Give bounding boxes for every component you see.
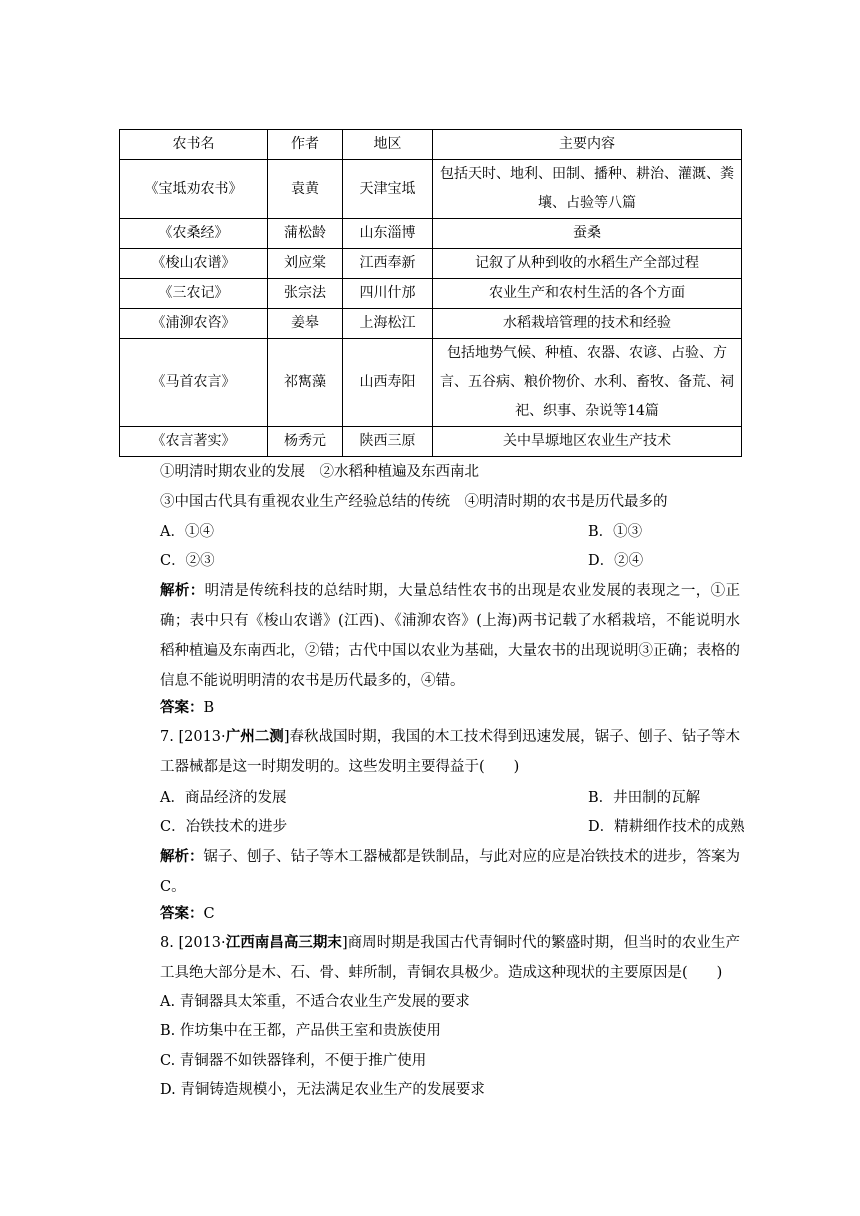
cell-content: 包括地势气候、种植、农器、农谚、占验、方言、五谷病、粮价物价、水利、畜牧、备荒、祠祀、织事、杂说等14篇 bbox=[433, 339, 742, 427]
header-author: 作者 bbox=[268, 130, 343, 160]
cell-region: 天津宝坻 bbox=[343, 160, 433, 219]
header-region: 地区 bbox=[343, 130, 433, 160]
q7-stem-text: ]春秋战国时期，我国的木工技术得到迅速发展，锯子、刨子、钻子等木工器械都是这一时期发明的。这些发明主要得益于( ) bbox=[160, 729, 741, 775]
cell-region: 山西寿阳 bbox=[343, 339, 433, 427]
q8-option-b: B. 作坊集中在王都，产品供王室和贵族使用 bbox=[160, 1023, 441, 1039]
cell-author: 杨秀元 bbox=[268, 427, 343, 457]
table-row bbox=[120, 279, 742, 309]
cell-region: 山东淄博 bbox=[343, 219, 433, 249]
cell-content: 蚕桑 bbox=[433, 219, 742, 249]
cell-region: 四川什邡 bbox=[343, 279, 433, 309]
q6-option-c: C．②③ bbox=[160, 553, 215, 569]
analysis-label: 解析： bbox=[160, 848, 204, 865]
q7-option-a: A．商品经济的发展 bbox=[160, 790, 287, 806]
cell-book: 《浦泖农咨》 bbox=[120, 309, 268, 339]
table-row bbox=[120, 219, 742, 249]
q6-option-b: B．①③ bbox=[588, 524, 643, 540]
q8-source: 江西南昌高三期末 bbox=[225, 934, 342, 951]
cell-book: 《梭山农谱》 bbox=[120, 249, 268, 279]
cell-author: 袁黄 bbox=[268, 160, 343, 219]
cell-region: 陕西三原 bbox=[343, 427, 433, 457]
q6-statement-1: ①明清时期农业的发展 ②水稻种植遍及东西南北 bbox=[160, 464, 479, 480]
table-row bbox=[120, 249, 742, 279]
table-row bbox=[120, 160, 742, 219]
q7-option-b: B．井田制的瓦解 bbox=[588, 790, 701, 806]
cell-book: 《农桑经》 bbox=[120, 219, 268, 249]
table-header-row bbox=[120, 130, 742, 160]
q7-options-ab bbox=[160, 788, 701, 808]
cell-book: 《宝坻劝农书》 bbox=[120, 160, 268, 219]
q7-analysis bbox=[160, 842, 740, 902]
cell-author: 蒲松龄 bbox=[268, 219, 343, 249]
answer-value: C bbox=[203, 906, 215, 922]
q7-stem bbox=[160, 722, 740, 782]
q6-answer bbox=[160, 698, 214, 718]
analysis-text: 明清是传统科技的总结时期，大量总结性农书的出现是农业发展的表现之一，①正确；表中只有《梭山农谱》(江西)、《浦泖农咨》(上海)两书记载了水稻栽培，不能说明水稻种植遍及东南西北，②错；古代中国以农业为基础，大量农书的出现说明③正确；表格的信息不能说明明清的农书是历代最多的，④错。 bbox=[160, 583, 741, 689]
cell-content: 农业生产和农村生活的各个方面 bbox=[433, 279, 742, 309]
header-content: 主要内容 bbox=[433, 130, 742, 160]
q7-option-c: C．冶铁技术的进步 bbox=[160, 819, 288, 835]
q6-options-ab bbox=[160, 522, 643, 542]
cell-region: 江西奉新 bbox=[343, 249, 433, 279]
q8-stem-text: ]商周时期是我国古代青铜时代的繁盛时期，但当时的农业生产工具绝大部分是木、石、骨、蚌所制，青铜农具极少。造成这种现状的主要原因是( ) bbox=[160, 935, 740, 981]
q7-answer bbox=[160, 904, 215, 924]
cell-content: 关中旱塬地区农业生产技术 bbox=[433, 427, 742, 457]
cell-region: 上海松江 bbox=[343, 309, 433, 339]
cell-book: 《农言著实》 bbox=[120, 427, 268, 457]
q7-options-cd bbox=[160, 817, 745, 837]
q7-option-d: D．精耕细作技术的成熟 bbox=[588, 819, 745, 835]
cell-author: 姜皋 bbox=[268, 309, 343, 339]
q6-option-a: A．①④ bbox=[160, 524, 214, 540]
table-row bbox=[120, 339, 742, 427]
q8-option-c: C. 青铜器不如铁器锋利，不便于推广使用 bbox=[160, 1053, 427, 1069]
table-row bbox=[120, 309, 742, 339]
analysis-label: 解析： bbox=[160, 582, 205, 599]
analysis-text: 锯子、刨子、钻子等木工器械都是铁制品，与此对应的应是冶铁技术的进步，答案为C。 bbox=[160, 849, 740, 895]
cell-author: 祁寯藻 bbox=[268, 339, 343, 427]
answer-value: B bbox=[203, 700, 215, 716]
agricultural-books-table bbox=[119, 129, 742, 457]
q8-number: 8. [2013· bbox=[160, 935, 226, 951]
q7-number: 7. [2013· bbox=[160, 729, 226, 745]
q6-options-cd bbox=[160, 551, 644, 571]
q8-option-d: D. 青铜铸造规模小，无法满足农业生产的发展要求 bbox=[160, 1082, 485, 1098]
cell-content: 记叙了从种到收的水稻生产全部过程 bbox=[433, 249, 742, 279]
q8-stem bbox=[160, 928, 740, 988]
answer-label: 答案： bbox=[160, 905, 204, 922]
q6-option-d: D．②④ bbox=[588, 553, 644, 569]
table-row bbox=[120, 427, 742, 457]
header-book: 农书名 bbox=[120, 130, 268, 160]
cell-content: 包括天时、地利、田制、播种、耕治、灌溉、粪壤、占验等八篇 bbox=[433, 160, 742, 219]
cell-author: 刘应棠 bbox=[268, 249, 343, 279]
q6-statement-2: ③中国古代具有重视农业生产经验总结的传统 ④明清时期的农书是历代最多的 bbox=[160, 494, 668, 510]
cell-book: 《马首农言》 bbox=[120, 339, 268, 427]
cell-book: 《三农记》 bbox=[120, 279, 268, 309]
answer-label: 答案： bbox=[160, 699, 204, 716]
cell-content: 水稻栽培管理的技术和经验 bbox=[433, 309, 742, 339]
q8-option-a: A. 青铜器具太笨重，不适合农业生产发展的要求 bbox=[160, 994, 470, 1010]
q6-analysis bbox=[160, 576, 740, 696]
cell-author: 张宗法 bbox=[268, 279, 343, 309]
q7-source: 广州二测 bbox=[225, 728, 284, 745]
